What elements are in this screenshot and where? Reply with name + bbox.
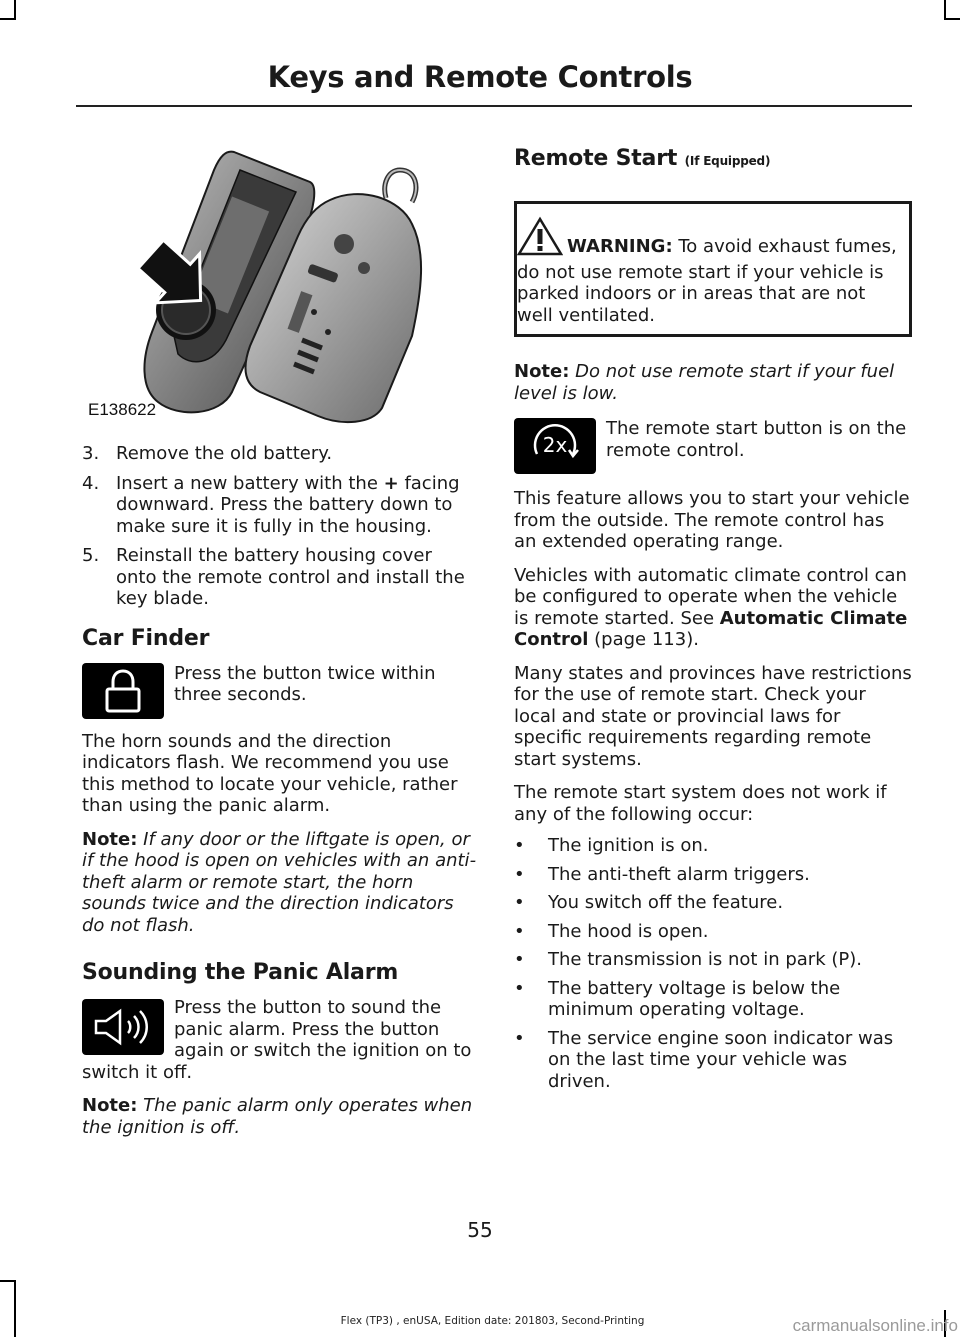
step-number: 3. xyxy=(82,443,100,464)
crop-mark xyxy=(14,0,16,20)
if-equipped-label: (If Equipped) xyxy=(684,154,771,168)
remote-start-note: Note: Do not use remote start if your fuel level is low. xyxy=(514,361,895,404)
section-heading-remote-start: Remote Start (If Equipped) xyxy=(514,146,771,171)
list-item xyxy=(514,1028,912,1093)
list-item xyxy=(514,864,912,886)
key-fob-battery-illustration xyxy=(82,140,478,425)
panic-instruction xyxy=(82,997,478,1083)
crop-mark xyxy=(0,1280,16,1282)
watermark: carmanualsonline.info xyxy=(792,1316,958,1335)
bullet-marker: • xyxy=(514,977,525,999)
plus-symbol: + xyxy=(383,472,399,494)
cross-reference-link[interactable]: Automatic Climate Control xyxy=(514,607,908,650)
list-item xyxy=(82,545,478,610)
panic-note: Note: The panic alarm only operates when the ignition is off. xyxy=(82,1095,473,1138)
list-item xyxy=(514,892,912,914)
remote-start-paragraph-4: The remote start system does not work if any of the following occur: xyxy=(514,782,887,825)
right-column xyxy=(514,146,912,1099)
crop-mark xyxy=(944,0,946,20)
remote-start-2x-icon xyxy=(514,418,596,474)
list-item-text: The anti-theft alarm triggers. xyxy=(548,863,810,885)
page-number: 55 xyxy=(467,1218,493,1242)
remote-start-paragraph-2: Vehicles with automatic climate control can be configured to operate when the vehicle is remote started. See Automatic Climate Control (page 113). xyxy=(514,564,908,650)
section-heading-panic-alarm: Sounding the Panic Alarm xyxy=(82,960,399,985)
list-item xyxy=(514,835,912,857)
footer-edition: Flex (TP3) , enUSA, Edition date: 201803, Second-Printing xyxy=(340,1315,645,1327)
bullet-marker: • xyxy=(514,863,525,885)
step-text: Reinstall the battery housing cover onto the remote control and install the key blade. xyxy=(116,545,465,609)
header-divider xyxy=(76,105,912,107)
list-item-text: The ignition is on. xyxy=(548,835,709,856)
car-finder-note: Note: If any door or the liftgate is open, or if the hood is open on vehicles with an anti-theft alarm or remote start, the horn sounds twice and the direction indicators do not flash. xyxy=(82,828,477,936)
list-item xyxy=(82,473,478,538)
warning-text: To avoid exhaust fumes, do not use remote start if your vehicle is parked indoors or in areas that are not well ventilated. xyxy=(517,236,897,326)
remote-start-button-info xyxy=(514,418,912,474)
section-heading-car-finder: Car Finder xyxy=(82,625,210,651)
list-item-text: The battery voltage is below the minimum operating voltage. xyxy=(548,977,841,1020)
car-finder-paragraph: The horn sounds and the direction indicators flash. We recommend you use this method to locate your vehicle, rather than using the panic alarm. xyxy=(82,730,458,816)
key-fob-figure xyxy=(82,140,478,425)
list-item xyxy=(82,443,478,465)
crop-mark xyxy=(0,18,16,20)
remote-start-button-text: The remote start button is on the remote control. xyxy=(606,418,907,461)
crop-mark xyxy=(14,1280,16,1337)
warning-triangle-icon xyxy=(517,216,563,262)
remote-start-paragraph-3: Many states and provinces have restrictions for the use of remote start. Check your local and state or provincial laws for specific requirements regarding remote start systems. xyxy=(514,662,912,770)
bullet-marker: • xyxy=(514,1027,525,1049)
step-number: 4. xyxy=(82,472,100,494)
step-text: Remove the old battery. xyxy=(116,443,333,464)
list-item-text: The hood is open. xyxy=(548,920,709,942)
remote-start-conditions-list xyxy=(514,835,912,1092)
horn-speaker-icon xyxy=(82,999,164,1055)
step-text: Insert a new battery with the + facing downward. Press the battery down to make sure it is fully in the housing. xyxy=(116,472,460,537)
bullet-marker: • xyxy=(514,949,525,970)
figure-label: E138622 xyxy=(88,400,157,419)
panic-instruction-text: Press the button to sound the panic alarm. Press the button again or switch the ignition on to switch it off. xyxy=(82,997,472,1083)
page-title: Keys and Remote Controls xyxy=(267,60,693,94)
list-item xyxy=(514,921,912,943)
battery-steps-list xyxy=(82,443,478,610)
left-column xyxy=(82,140,478,1138)
remote-start-paragraph-1: This feature allows you to start your vehicle from the outside. The remote control has an extended operating range. xyxy=(514,488,910,552)
warning-label: WARNING: xyxy=(567,236,673,257)
list-item-text: You switch off the feature. xyxy=(548,892,784,913)
car-finder-instruction-text: Press the button twice within three seconds. xyxy=(174,662,436,705)
crop-mark xyxy=(944,18,960,20)
step-number: 5. xyxy=(82,545,100,566)
warning-box xyxy=(514,201,912,337)
icon-2x-text: 2x xyxy=(542,433,568,457)
car-finder-instruction xyxy=(82,663,478,719)
list-item xyxy=(514,949,912,971)
list-item-text: The transmission is not in park (P). xyxy=(548,949,862,970)
bullet-marker: • xyxy=(514,920,525,942)
bullet-marker: • xyxy=(514,835,525,856)
lock-icon xyxy=(82,663,164,719)
bullet-marker: • xyxy=(514,892,525,913)
list-item xyxy=(514,978,912,1021)
list-item-text: The service engine soon indicator was on the last time your vehicle was driven. xyxy=(548,1027,894,1092)
